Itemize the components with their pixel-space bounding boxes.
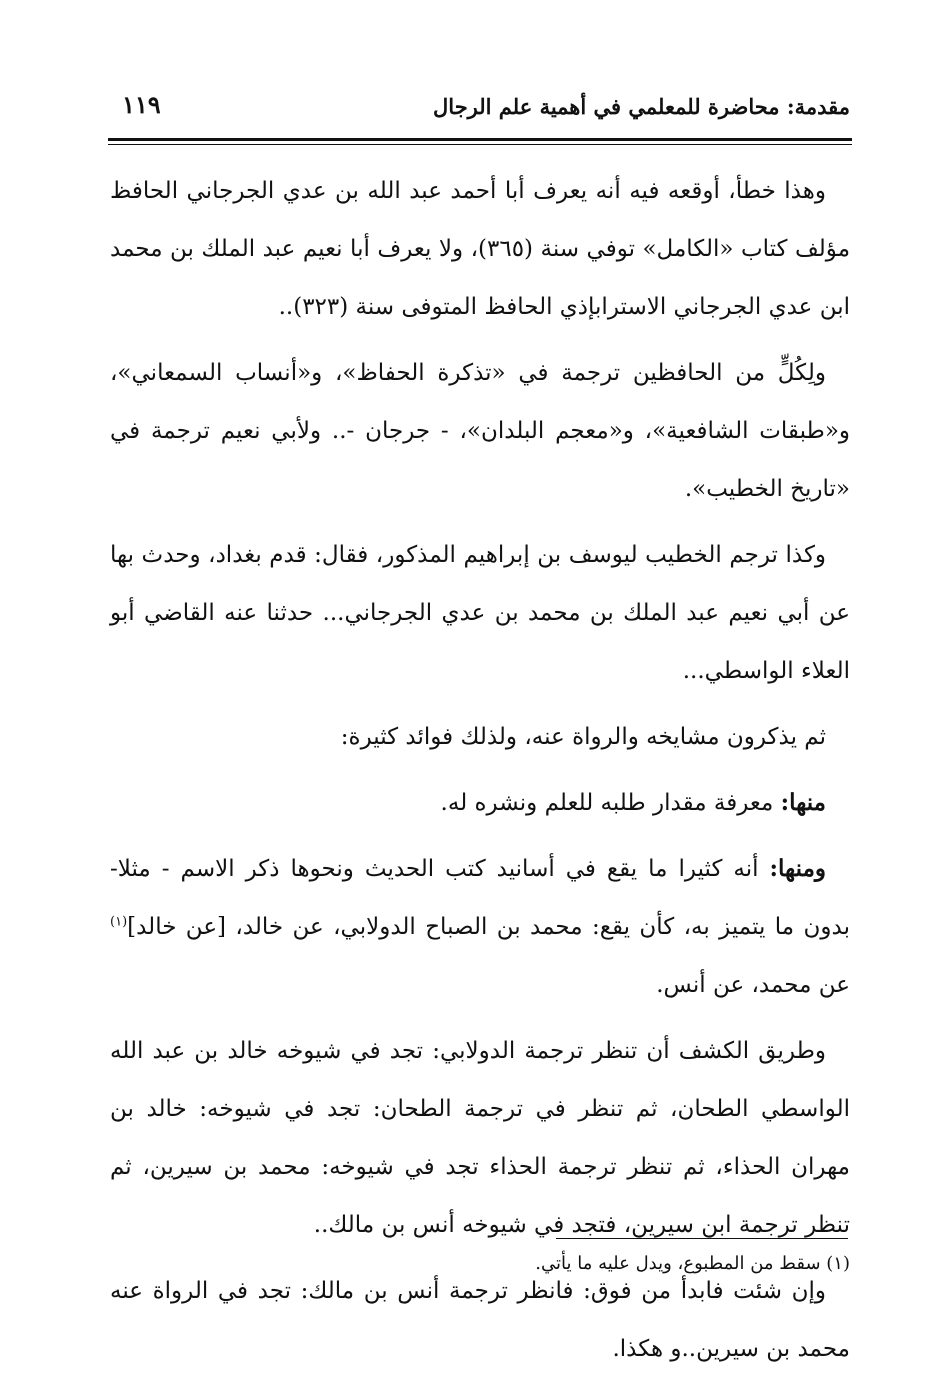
paragraph-lead: ومنها:	[769, 855, 826, 882]
paragraph-text: وهذا خطأ، أوقعه فيه أنه يعرف أبا أحمد عبد الله بن عدي الجرجاني الحافظ مؤلف كتاب «الكامل» توفي سنة (٣٦٥)، ولا يعرف أبا نعيم عبد الملك بن محمد ابن عدي الجرجاني الاسترابإذي الحافظ المتوفى سنة (٣٢٣)..	[110, 178, 851, 320]
header-rule-thick	[108, 138, 852, 141]
paragraph	[110, 344, 850, 518]
running-title: مقدمة: محاضرة للمعلمي في أهمية علم الرجال	[433, 94, 850, 119]
paragraph-text-tail: عن محمد، عن أنس.	[656, 972, 850, 998]
footnote: (١) سقط من المطبوع، ويدل عليه ما يأتي.	[535, 1253, 850, 1274]
paragraph	[110, 774, 850, 832]
paragraph-text: معرفة مقدار طلبه للعلم ونشره له.	[440, 790, 781, 816]
paragraph-text: وكذا ترجم الخطيب ليوسف بن إبراهيم المذكور، فقال: قدم بغداد، وحدث بها عن أبي نعيم عبد الملك بن محمد بن عدي الجرجاني... حدثنا عنه القاضي أبو العلاء الواسطي...	[110, 542, 850, 684]
paragraph	[110, 1262, 850, 1378]
paragraph	[110, 162, 850, 336]
paragraph	[110, 1022, 850, 1254]
footnote-reference[interactable]: (١)	[110, 914, 128, 930]
paragraph	[110, 840, 850, 1014]
paragraph-text: وطريق الكشف أن تنظر ترجمة الدولابي: تجد في شيوخه خالد بن عبد الله الواسطي الطحان، ثم تنظر في ترجمة الطحان: تجد في شيوخه: خالد بن مهران الحذاء، ثم تنظر ترجمة الحذاء تجد في شيوخه: محمد بن سيرين، ثم تنظر ترجمة ابن سيرين، فتجد في شيوخه أنس بن مالك..	[110, 1038, 850, 1238]
page-number: ١١٩	[122, 90, 161, 119]
header-rule-thin	[108, 144, 852, 145]
main-text	[110, 162, 850, 1386]
running-header	[108, 88, 850, 132]
paragraph	[110, 708, 850, 766]
footnote-rule	[556, 1238, 848, 1239]
paragraph-lead: منها:	[780, 789, 826, 816]
paragraph-text: ثم يذكرون مشايخه والرواة عنه، ولذلك فوائد كثيرة:	[340, 724, 826, 750]
paragraph-text: وإن شئت فابدأ من فوق: فانظر ترجمة أنس بن مالك: تجد في الرواة عنه محمد بن سيرين..و هكذا.	[110, 1278, 850, 1362]
paragraph-text: أنه كثيرا ما يقع في أسانيد كتب الحديث ونحوها ذكر الاسم - مثلا- بدون ما يتميز به، كأن يقع: محمد بن الصباح الدولابي، عن خالد، [عن خالد]	[110, 856, 850, 940]
paragraph-text: ولِكُلٍّ من الحافظين ترجمة في «تذكرة الحفاظ»، و«أنساب السمعاني»، و«طبقات الشافعية»، و«معجم البلدان»، - جرجان -.. ولأبي نعيم ترجمة في «تاريخ الخطيب».	[110, 360, 850, 502]
paragraph	[110, 526, 850, 700]
